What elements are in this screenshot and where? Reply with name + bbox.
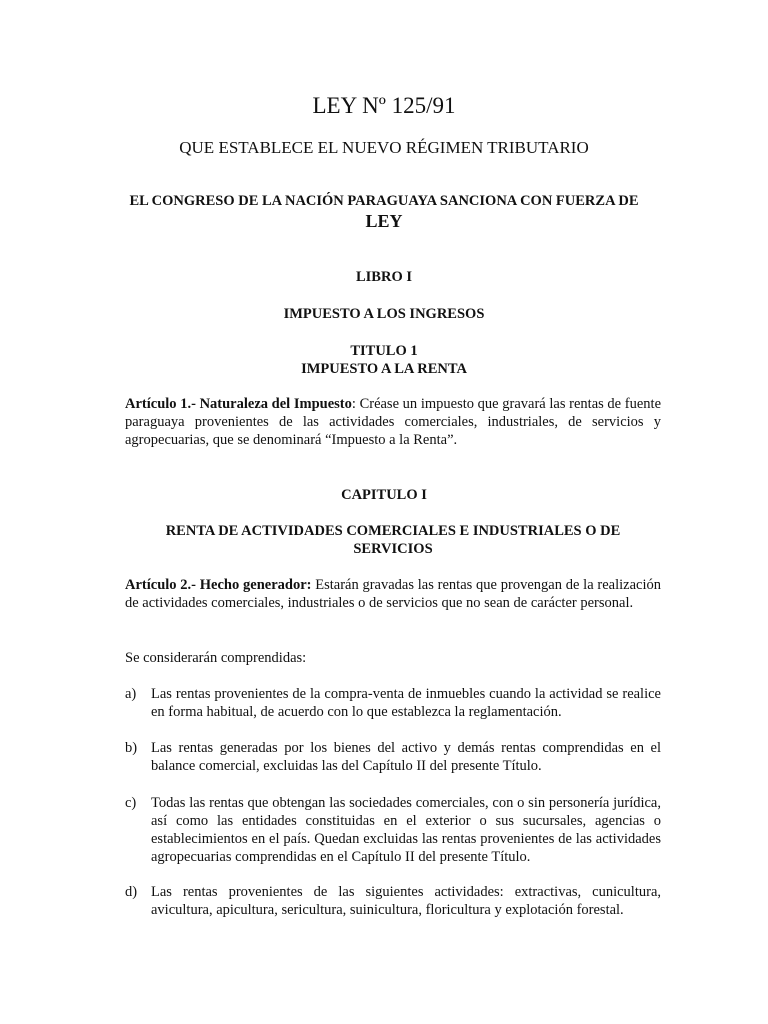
list-item-text: Todas las rentas que obtengan las sociedades comerciales, con o sin personería jurídica, así como las entidades constituidas en el exterior o sus sucursales, agencias o establecimientos en el país. Quedan excluidas las rentas provenientes de las actividades agropecuarias comprendidas en el Capítulo II del presente Título. bbox=[151, 795, 661, 865]
law-title: LEY Nº 125/91 bbox=[312, 93, 456, 118]
congress-line: EL CONGRESO DE LA NACIÓN PARAGUAYA SANCIONA CON FUERZA DE bbox=[129, 193, 639, 209]
article-2-heading: Artículo 2.- Hecho generador: bbox=[125, 577, 312, 593]
article-1 bbox=[125, 395, 661, 449]
congress-ley: LEY bbox=[365, 211, 403, 231]
list-item bbox=[125, 739, 661, 779]
list-item bbox=[125, 883, 661, 923]
title-number: TITULO 1 bbox=[350, 343, 418, 359]
comprised-text: Se considerarán comprendidas: bbox=[125, 650, 307, 666]
list-item-text: Las rentas provenientes de las siguientes actividades: extractivas, cunicultura, avicultura, apicultura, sericultura, suinicultura, floricultura y explotación forestal. bbox=[151, 884, 661, 918]
article-2 bbox=[125, 576, 661, 612]
list-marker: c) bbox=[125, 795, 137, 811]
law-subtitle: QUE ESTABLECE EL NUEVO RÉGIMEN TRIBUTARIO bbox=[179, 138, 589, 157]
list-item-text: Las rentas generadas por los bienes del activo y demás rentas comprendidas en el balance comercial, excluidas las del Capítulo II del presente Título. bbox=[151, 740, 661, 774]
list-marker: a) bbox=[125, 686, 137, 702]
list-item-text: Las rentas provenientes de la compra-venta de inmuebles cuando la actividad se realice en forma habitual, de acuerdo con lo que establezca la reglamentación. bbox=[151, 686, 661, 720]
book-title: IMPUESTO A LOS INGRESOS bbox=[283, 306, 485, 322]
chapter-title: RENTA DE ACTIVIDADES COMERCIALES E INDUSTRIALES O DE SERVICIOS bbox=[165, 523, 621, 557]
list-item bbox=[125, 685, 661, 725]
list-item bbox=[125, 794, 661, 870]
list-marker: d) bbox=[125, 884, 138, 900]
title-name: IMPUESTO A LA RENTA bbox=[301, 361, 467, 377]
article-1-heading: Artículo 1.- Naturaleza del Impuesto bbox=[125, 396, 352, 412]
article-1-text: : Créase un impuesto que gravará las rentas de fuente paraguaya provenientes de las actividades comerciales, industriales, de servicios y agropecuarias, que se denominará “Impuesto a la Renta”. bbox=[125, 396, 662, 448]
chapter-heading: CAPITULO I bbox=[341, 487, 427, 503]
book-heading: LIBRO I bbox=[355, 269, 412, 285]
list-marker: b) bbox=[125, 740, 138, 756]
article-2-text: Estarán gravadas las rentas que provengan de la realización de actividades comerciales, industriales o de servicios que no sean de carácter personal. bbox=[125, 577, 661, 611]
